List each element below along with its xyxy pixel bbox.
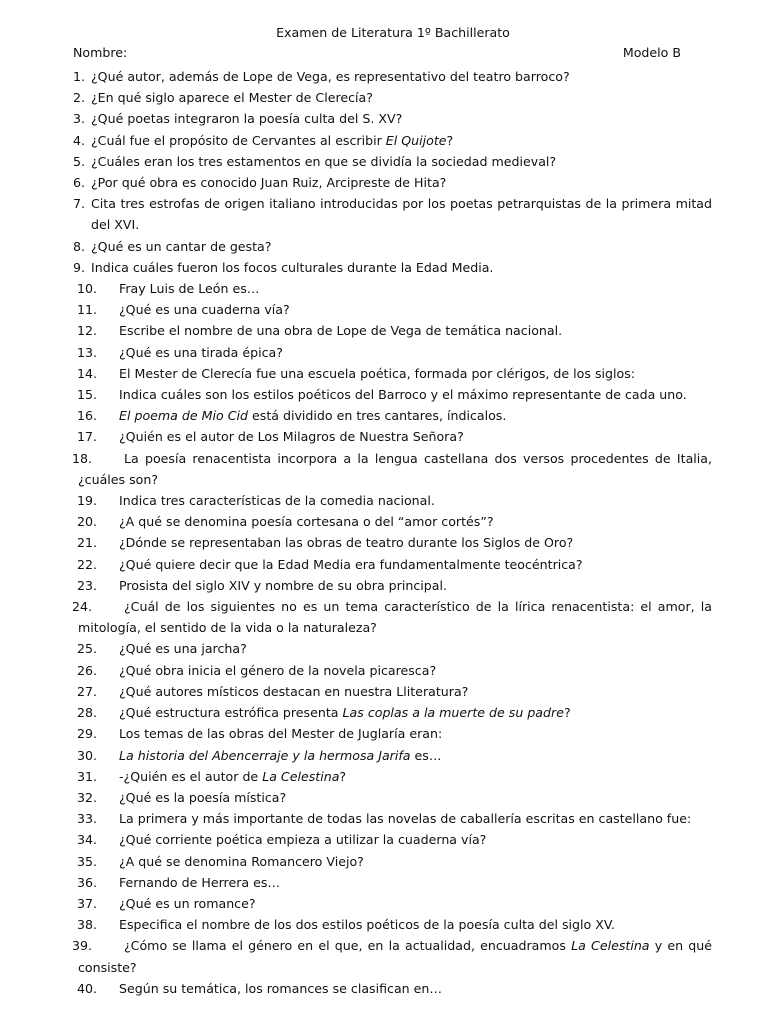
question-number: 36. [76, 874, 97, 890]
question-item [73, 766, 712, 787]
question-item [73, 893, 712, 914]
question-number: 9. [73, 259, 86, 275]
question-text: ¿Cuáles eran los tres estamentos en que se dividía la sociedad medieval? [91, 153, 557, 169]
question-text: Según su temática, los romances se clasifican en… [119, 980, 442, 996]
question-text-part: es… [410, 747, 442, 763]
question-number: 35. [76, 853, 97, 869]
question-text-part: está dividido en tres cantares, índicalos. [248, 408, 507, 424]
question-item [73, 532, 712, 553]
question-item [73, 872, 712, 893]
question-number: 8. [73, 238, 86, 254]
question-text-part: y en qué consiste? [78, 938, 712, 975]
question-number: 15. [76, 387, 97, 403]
question-item [73, 172, 712, 193]
question-number: 38. [76, 917, 97, 933]
question-number: 28. [76, 705, 97, 721]
question-number: 21. [76, 535, 97, 551]
question-item [73, 490, 712, 511]
question-text: ¿Qué es una jarcha? [119, 641, 247, 657]
question-text: ¿Qué poetas integraron la poesía culta del S. XV? [91, 111, 403, 127]
question-number: 22. [76, 556, 97, 572]
work-title: La Celestina [571, 938, 650, 954]
question-text: La poesía renacentista incorpora a la lengua castellana dos versos procedentes de Italia, ¿cuáles son? [78, 450, 712, 487]
question-number: 11. [76, 302, 97, 318]
question-item [73, 257, 712, 278]
question-number: 5. [73, 153, 86, 169]
question-text: ¿Qué obra inicia el género de la novela picaresca? [119, 662, 437, 678]
question-item [73, 638, 712, 659]
question-item [73, 278, 712, 299]
question-text-part: ? [339, 768, 347, 784]
question-number: 2. [73, 90, 86, 106]
question-item [73, 299, 712, 320]
question-number: 31. [76, 768, 97, 784]
question-text: Los temas de las obras del Mester de Juglaría eran: [119, 726, 443, 742]
question-item [73, 405, 712, 426]
question-text: ¿Quién es el autor de Los Milagros de Nuestra Señora? [119, 429, 464, 445]
question-item [73, 363, 712, 384]
question-number: 20. [76, 514, 97, 530]
question-number: 18. [71, 450, 92, 466]
question-number: 3. [73, 111, 86, 127]
question-number: 17. [76, 429, 97, 445]
question-item [73, 702, 712, 723]
question-item [73, 193, 712, 235]
question-number: 25. [76, 641, 97, 657]
exam-title: Examen de Literatura 1º Bachillerato [276, 25, 510, 40]
question-text: ¿Por qué obra es conocido Juan Ruiz, Arcipreste de Hita? [91, 175, 447, 191]
question-text [73, 702, 712, 723]
name-label: Nombre: [73, 45, 128, 60]
question-number: 10. [76, 281, 97, 297]
work-title: El poema de Mio Cid [119, 408, 248, 424]
question-number: 29. [76, 726, 97, 742]
question-item [73, 342, 712, 363]
question-text: ¿Qué autores místicos destacan en nuestra Lliteratura? [119, 683, 469, 699]
exam-header-row [73, 45, 681, 63]
question-text: ¿Qué autor, además de Lope de Vega, es representativo del teatro barroco? [91, 69, 570, 84]
question-number: 6. [73, 175, 86, 191]
question-text-part: ¿Qué estructura estrófica presenta [119, 705, 343, 721]
question-list [73, 66, 712, 999]
question-text-part: ? [446, 132, 454, 148]
question-number: 23. [76, 577, 97, 593]
question-text: ¿Dónde se representaban las obras de teatro durante los Siglos de Oro? [119, 535, 574, 551]
question-text: ¿Qué es una tirada épica? [119, 344, 283, 360]
question-item [73, 426, 712, 447]
question-number: 7. [73, 196, 86, 212]
question-text: Indica cuáles son los estilos poéticos del Barroco y el máximo representante de cada uno. [119, 387, 687, 403]
question-text: Cita tres estrofas de origen italiano introducidas por los poetas petrarquistas de la primera mitad del XVI. [91, 196, 712, 233]
question-number: 13. [76, 344, 97, 360]
question-text-part: ¿Cuál fue el propósito de Cervantes al escribir [91, 132, 386, 148]
question-number: 39. [71, 938, 92, 954]
question-text: Escribe el nombre de una obra de Lope de Vega de temática nacional. [119, 323, 563, 339]
question-item [73, 914, 712, 935]
question-text: Fray Luis de León es… [119, 281, 260, 297]
question-item [73, 87, 712, 108]
question-number: 33. [76, 811, 97, 827]
work-title: Las coplas a la muerte de su padre [342, 705, 564, 721]
model-label: Modelo B [622, 45, 681, 60]
question-number: 16. [76, 408, 97, 424]
question-text: ¿Cuál de los siguientes no es un tema característico de la lírica renacentista: el amor, la mitología, el sentido de la vida o la naturaleza? [78, 599, 712, 636]
question-text: Especifica el nombre de los dos estilos poéticos de la poesía culta del siglo XV. [119, 917, 615, 933]
question-number: 1. [73, 69, 86, 84]
question-item [73, 745, 712, 766]
question-item [73, 787, 712, 808]
question-text: ¿Qué es un romance? [119, 895, 256, 911]
question-text: ¿A qué se denomina poesía cortesana o del “amor cortés”? [119, 514, 494, 530]
question-number: 4. [73, 132, 86, 148]
question-text: ¿Qué es una cuaderna vía? [119, 302, 290, 318]
question-text [78, 935, 712, 977]
question-item [73, 935, 712, 977]
question-number: 34. [76, 832, 97, 848]
question-text-part: ? [563, 705, 571, 721]
question-text [73, 766, 712, 787]
question-item [73, 851, 712, 872]
question-text-part: -¿Quién es el autor de [119, 768, 263, 784]
question-number: 30. [76, 747, 97, 763]
question-number: 40. [76, 980, 97, 996]
question-item [73, 108, 712, 129]
question-text: ¿Qué corriente poética empieza a utilizar la cuaderna vía? [119, 832, 487, 848]
question-number: 27. [76, 683, 97, 699]
question-item [73, 384, 712, 405]
work-title: El Quijote [385, 132, 447, 148]
question-item [73, 554, 712, 575]
question-text: Indica tres características de la comedia nacional. [119, 493, 435, 509]
question-text: ¿Qué es un cantar de gesta? [91, 238, 272, 254]
question-item [73, 151, 712, 172]
question-item [73, 829, 712, 850]
question-number: 32. [76, 789, 97, 805]
question-number: 37. [76, 895, 97, 911]
question-text [73, 405, 712, 426]
question-item [73, 448, 712, 490]
question-text: La primera y más importante de todas las novelas de caballería escritas en castellano fue: [119, 811, 692, 827]
question-text: Prosista del siglo XIV y nombre de su obra principal. [119, 577, 447, 593]
question-item [73, 511, 712, 532]
work-title: La Celestina [262, 768, 340, 784]
question-text: El Mester de Clerecía fue una escuela poética, formada por clérigos, de los siglos: [119, 365, 636, 381]
question-text: Indica cuáles fueron los focos culturales durante la Edad Media. [91, 259, 494, 275]
question-text: ¿En qué siglo aparece el Mester de Clerecía? [91, 90, 373, 106]
question-number: 24. [71, 599, 92, 615]
question-item [73, 681, 712, 702]
question-item [73, 66, 712, 87]
question-item [73, 978, 712, 999]
question-item [73, 596, 712, 638]
question-text [73, 745, 712, 766]
question-item [73, 660, 712, 681]
question-text: ¿A qué se denomina Romancero Viejo? [119, 853, 364, 869]
question-item [73, 808, 712, 829]
question-item [73, 130, 712, 151]
question-number: 19. [76, 493, 97, 509]
question-item [73, 320, 712, 341]
question-number: 12. [76, 323, 97, 339]
question-number: 26. [76, 662, 97, 678]
question-text-part: ¿Cómo se llama el género en el que, en la actualidad, encuadramos [124, 938, 572, 954]
work-title: La historia del Abencerraje y la hermosa Jarifa [119, 747, 411, 763]
question-number: 14. [76, 365, 97, 381]
question-text: Fernando de Herrera es… [119, 874, 281, 890]
question-text: ¿Qué quiere decir que la Edad Media era fundamentalmente teocéntrica? [119, 556, 583, 572]
question-text [91, 130, 712, 151]
question-text: ¿Qué es la poesía mística? [119, 789, 287, 805]
question-item [73, 236, 712, 257]
question-item [73, 575, 712, 596]
question-item [73, 723, 712, 744]
